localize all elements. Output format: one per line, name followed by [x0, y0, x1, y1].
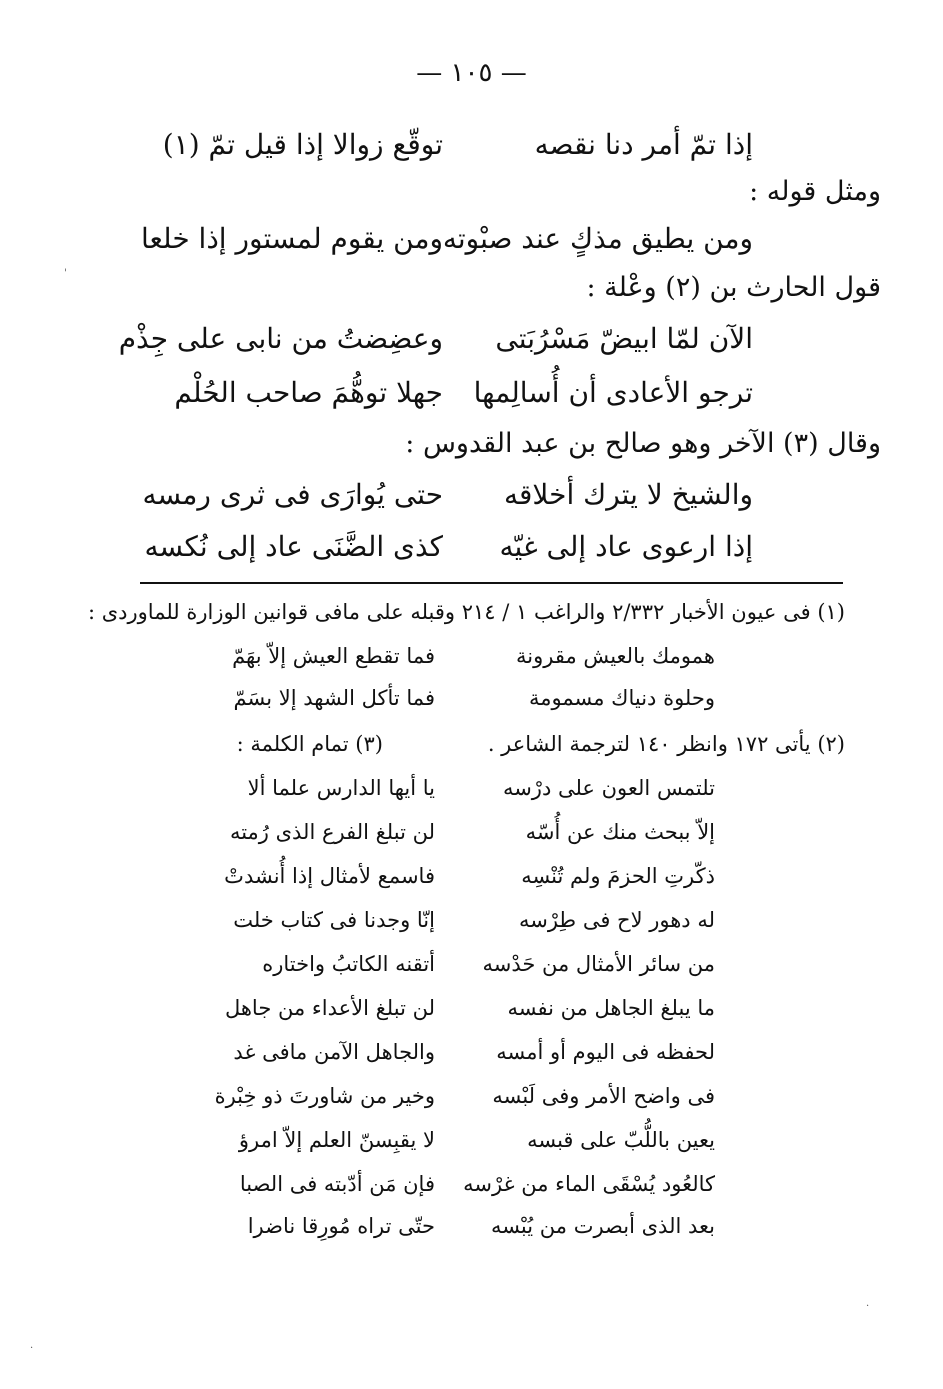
verse-hemistich-first: لن تبلغ الأعداء من جاهل	[224, 996, 435, 1020]
intro-line: قول الحارث بن (٢) وعْلة :	[586, 272, 881, 303]
verse-hemistich-second: وعضِضتُ من نابى على جِذْم	[118, 322, 443, 355]
verse-hemistich-first: ترجو الأعادى أن أُسالِمها	[473, 376, 753, 409]
verse-hemistich-second: له دهور لاح فى طِرْسه	[518, 908, 715, 932]
verse-hemistich-second: يعين باللُّبّ على قبسه	[527, 1128, 715, 1152]
verse-hemistich-first: والجاهل الآمن مافى غد	[233, 1040, 435, 1064]
footnote-separator	[140, 582, 843, 584]
verse-hemistich-first: إذا تمّ أمر دنا نقصه	[534, 128, 753, 161]
verse-hemistich-second: ما يبلغ الجاهل من نفسه	[507, 996, 715, 1020]
verse-hemistich-first: وحلوة دنياك مسمومة	[529, 686, 715, 710]
verse-hemistich-second: تلتمس العون على درْسه	[502, 776, 715, 800]
verse-hemistich-second: جهلا توهُّمَ صاحب الحُلْم	[174, 376, 443, 409]
verse-hemistich-first: لن تبلغ الفرع الذى رُمته	[229, 820, 435, 844]
verse-hemistich-first: يا أيها الدارس علما ألا	[247, 776, 435, 800]
verse-hemistich-second: كذى الضَّنَى عاد إلى نُكسه	[144, 530, 443, 563]
verse-hemistich-second: فى واضح الأمر وفى لَبْسه	[492, 1084, 715, 1108]
footnote-3: (٣) تمام الكلمة :	[236, 732, 383, 756]
verse-hemistich-first: وخير من شاورتَ ذو خِبْرة	[214, 1084, 435, 1108]
verse-hemistich-first: لا يقبِسنّ العلم إلاّ امرؤ	[238, 1128, 435, 1152]
intro-line: وقال (٣) الآخر وهو صالح بن عبد القدوس :	[405, 428, 881, 459]
verse-hemistich-first: أتقنه الكاتبُ واختاره	[262, 952, 435, 976]
verse-hemistich-second: فما تقطع العيش إلاّ بهَمّ	[232, 644, 435, 668]
page-number: — ١٠٥ —	[416, 58, 527, 88]
verse-hemistich-first: إنّا وجدنا فى كتاب خلت	[233, 908, 435, 932]
scan-speck: .	[30, 1340, 34, 1351]
verse-hemistich-first: ومن يطيق مذكٍ عند صبْوته	[442, 222, 753, 255]
verse-hemistich-second: كالعُود يُسْقَى الماء من غرْسه	[463, 1172, 715, 1196]
verse-hemistich-second: حتى يُوارَى فى ثرى رمسه	[142, 478, 443, 511]
verse-hemistich-second: توقّع زوالا إذا قيل تمّ (١)	[162, 128, 443, 161]
scan-speck: '	[64, 268, 67, 279]
scan-speck: .	[866, 1298, 870, 1309]
verse-hemistich-first: فاسمع لأمثال إذا أُنشدتْ	[224, 864, 435, 888]
verse-hemistich-second: إلاّ ببحث منك عن أُسّه	[525, 820, 715, 844]
footnote-1: (١) فى عيون الأخبار ٢/٣٣٢ والراغب ١ / ٢١٤ وقبله على مافى قوانين الوزارة للماوردى :	[87, 600, 845, 624]
verse-hemistich-first: حتّى تراه مُورِقا ناضرا	[247, 1214, 435, 1238]
verse-hemistich-second: ذكّرتِ الحزمَ ولم تُنْسِه	[521, 864, 715, 888]
verse-hemistich-first: فإن مَن أدّبته فى الصبا	[239, 1172, 435, 1196]
footnote-2: (٢) يأتى ١٧٢ وانظر ١٤٠ لترجمة الشاعر .	[487, 732, 845, 756]
verse-hemistich-second: لحفظه فى اليوم أو أمسه	[496, 1040, 715, 1064]
verse-hemistich-first: إذا ارعوى عاد إلى غيّه	[499, 530, 753, 563]
verse-hemistich-second: من سائر الأمثال من حَدْسه	[482, 952, 715, 976]
verse-hemistich-first: همومك بالعيش مقرونة	[516, 644, 715, 668]
verse-hemistich-first: الآن لمّا ابيضّ مَسْرُبَتى	[495, 322, 753, 355]
verse-hemistich-first: والشيخ لا يترك أخلاقه	[504, 478, 753, 511]
verse-hemistich-second: ومن يقوم لمستور إذا خلعا	[141, 222, 443, 255]
intro-line: ومثل قوله :	[749, 176, 881, 207]
verse-hemistich-second: بعد الذى أبصرت من يُبْسه	[490, 1214, 715, 1238]
verse-hemistich-second: فما تأكل الشهد إلا بسَمّ	[233, 686, 435, 710]
